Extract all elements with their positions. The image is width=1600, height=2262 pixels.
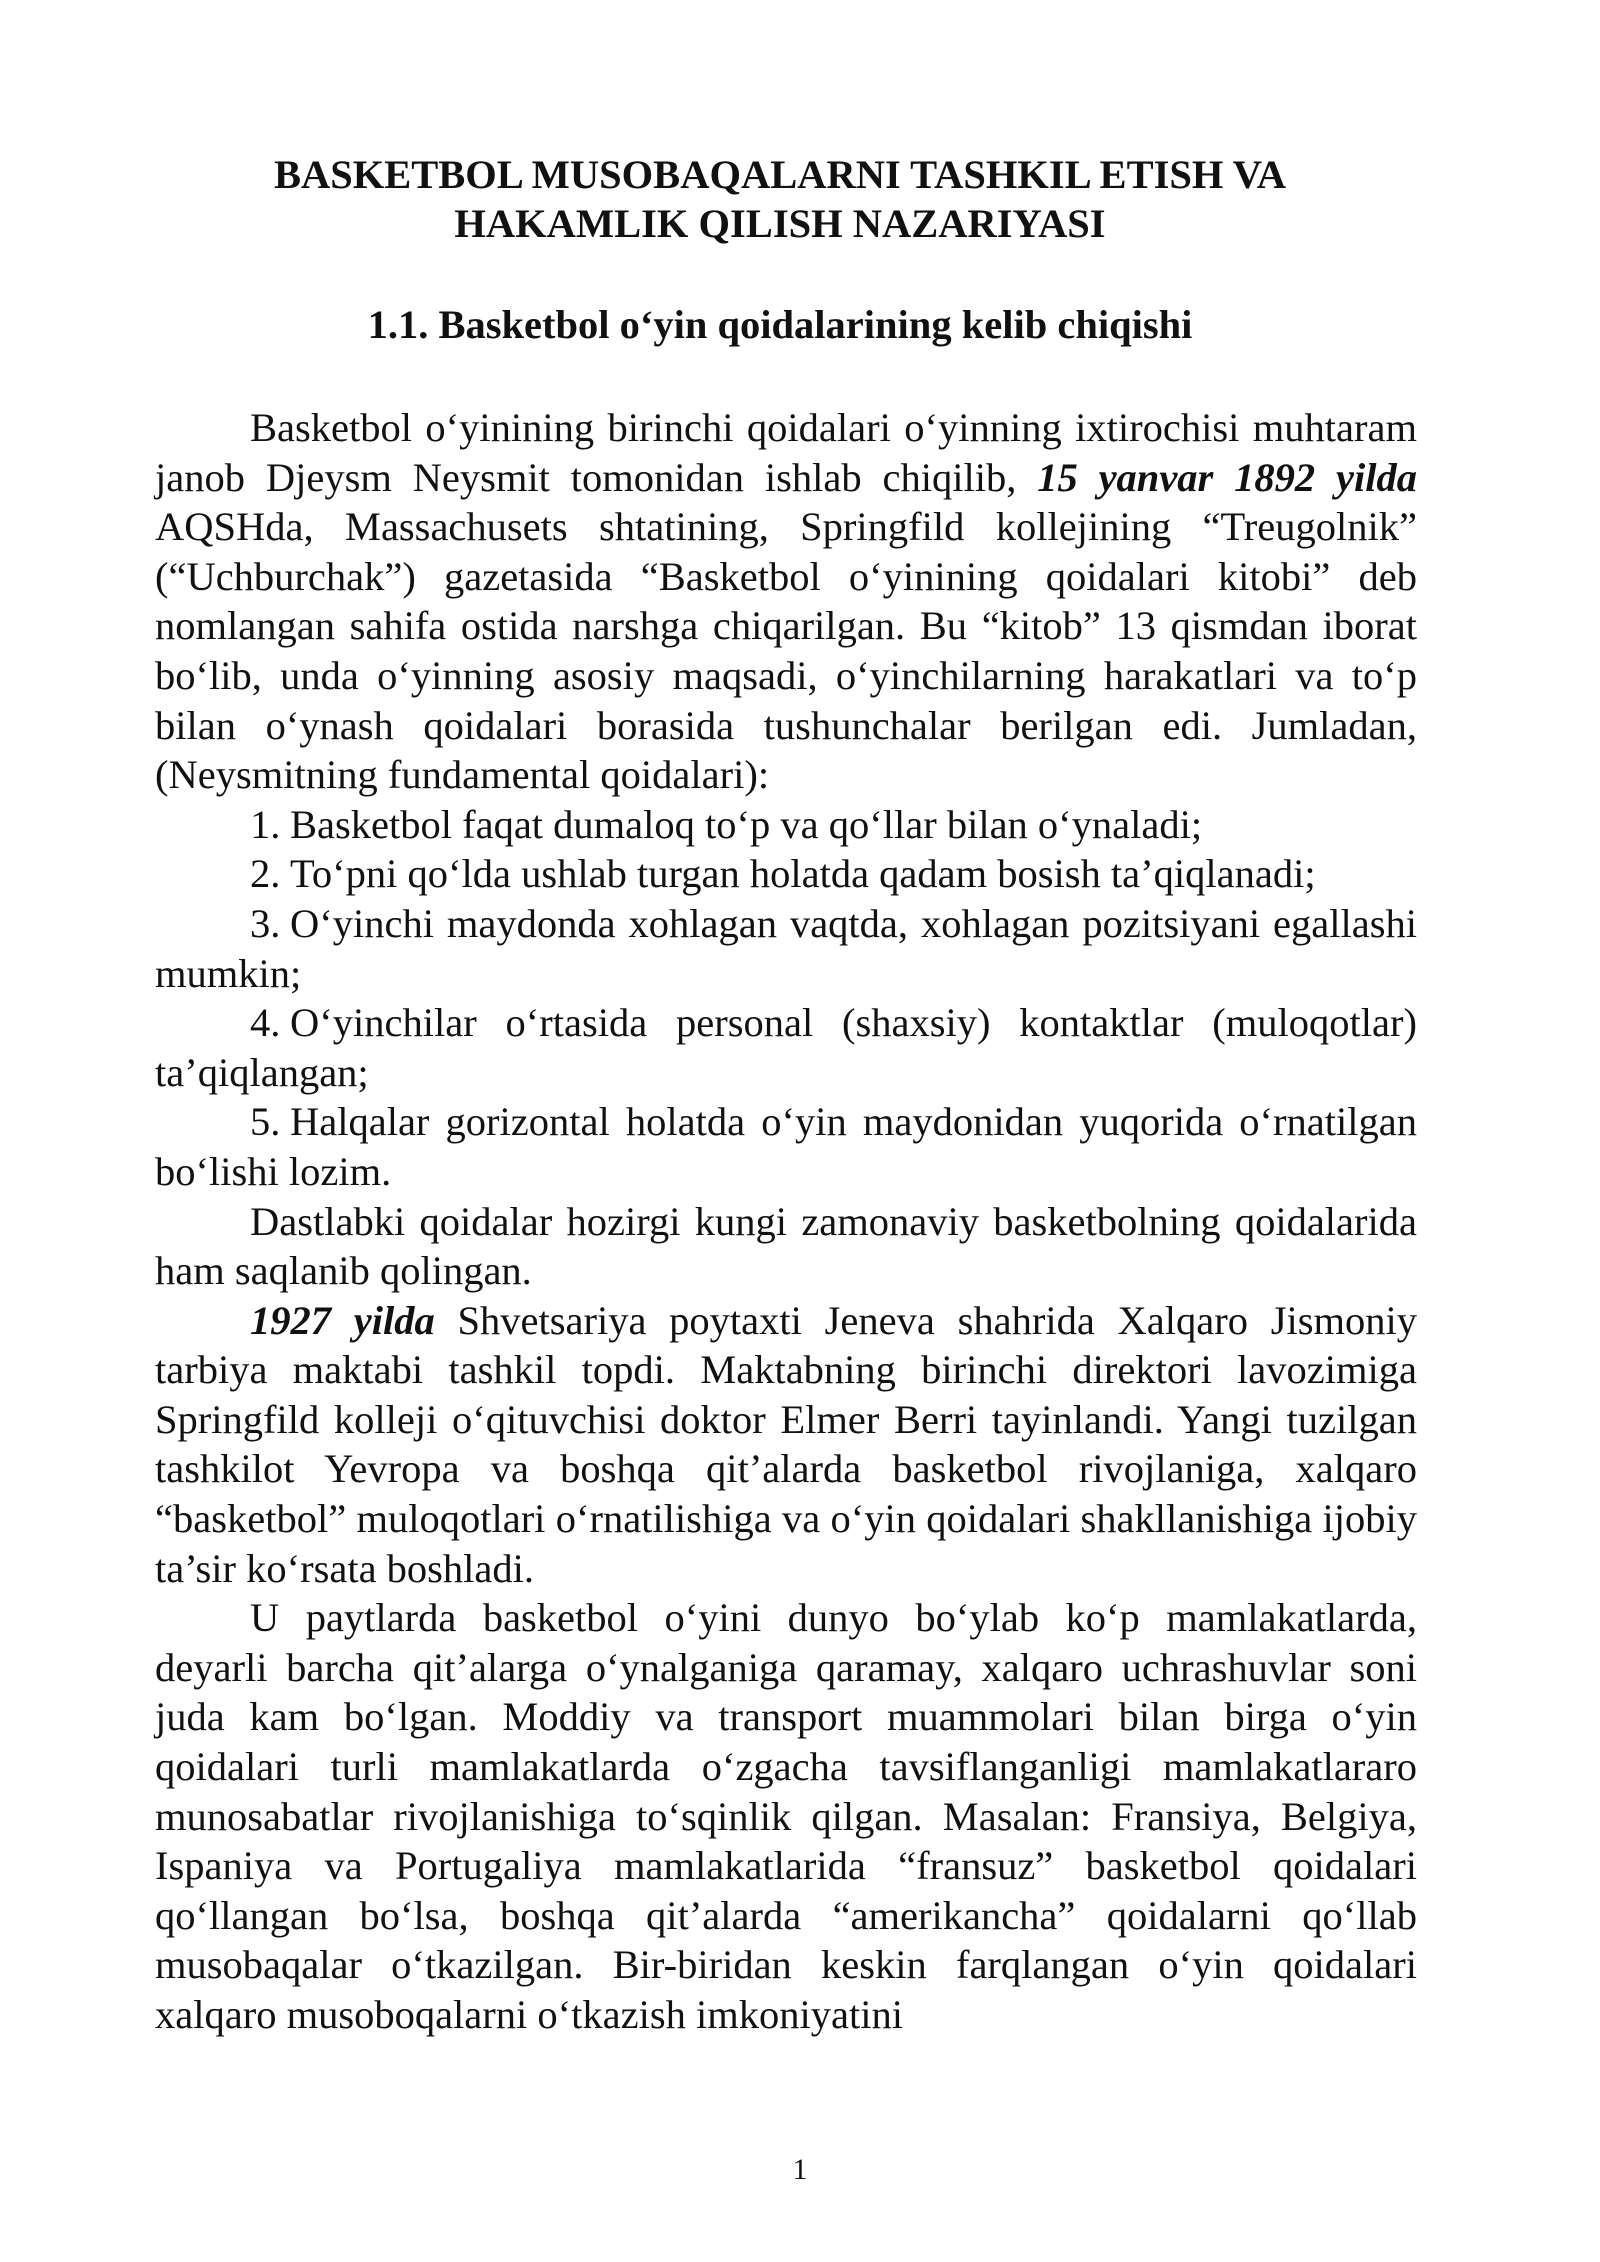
page-number: 1 (792, 2153, 808, 2186)
paragraph-1-date: 15 yanvar 1892 yilda (1037, 454, 1417, 500)
rule-number: 3. (250, 900, 281, 946)
paragraph-2: Dastlabki qoidalar hozirgi kungi zamonaviy basketbolning qoidalarida ham saqlanib qolingan. (155, 1198, 1417, 1294)
rule-item (155, 800, 1417, 850)
rule-item (155, 1097, 1417, 1196)
rule-text: O‘yinchilar o‘rtasida personal (shaxsiy) kontaktlar (muloqotlar) ta’qiqlangan; (155, 1000, 1417, 1095)
document-title (150, 150, 1410, 248)
rule-number: 2. (250, 851, 281, 897)
paragraph-4: U paytlarda basketbol o‘yini dunyo bo‘ylab ko‘p mamlakatlarda, deyarli barcha qit’alarga o‘ynalganiga qaramay, xalqaro uchrashuvlar soni juda kam bo‘lgan. Moddiy va transport muammolari bilan birga o‘yin qoidalari turli mamlakatlarda o‘zgacha tavsiflanganligi mamlakatlararo munosabatlar rivojlanishiga to‘sqinlik qilgan. Masalan: Fransiya, Belgiya, Ispaniya va Portugaliya mamlakatlarida “fransuz” basketbol qoidalari qo‘llangan bo‘lsa, boshqa qit’alarda “amerikancha” qoidalarni qo‘llab musobaqalar o‘tkazilgan. Bir-biridan keskin farqlangan o‘yin qoidalari xalqaro musoboqalarni o‘tkazish imkoniyatini (155, 1595, 1417, 2037)
rule-number: 1. (250, 801, 281, 847)
section-heading: 1.1. Basketbol o‘yin qoidalarining kelib chiqishi (367, 302, 1193, 347)
title-line-1: BASKETBOL MUSOBAQALARNI TASHKIL ETISH VA (273, 152, 1287, 197)
rule-item (155, 899, 1417, 998)
paragraph-3-date: 1927 yilda (250, 1297, 435, 1343)
paragraph-1-text-a: Basketbol o‘yinining birinchi qoidalari o‘yinning ixtirochisi muhtaram janob Djeysm Neysmit tomonidan ishlab chiqilib, (155, 405, 1417, 500)
rule-item (155, 998, 1417, 1097)
rule-text: O‘yinchi maydonda xohlagan vaqtda, xohlagan pozitsiyani egallashi mumkin; (155, 900, 1417, 996)
paragraph-3-text: Shvetsariya poytaxti Jeneva shahrida Xalqaro Jismoniy tarbiya maktabi tashkil topdi. Maktabning birinchi direktori lavozimiga Springfild kolleji o‘qituvchisi doktor Elmer Berri tayinlandi. Yangi tuzilgan tashkilot Yevropa va boshqa qit’alarda basketbol rivojlaniga, xalqaro “basketbol” muloqotlari o‘rnatilishiga va o‘yin qoidalari shakllanishiga ijobiy ta’sir ko‘rsata boshladi. (155, 1297, 1418, 1591)
document-body (155, 403, 1417, 2040)
paragraph-3 (155, 1296, 1417, 1594)
rule-text: To‘pni qo‘lda ushlab turgan holatda qadam bosish ta’qiqlanadi; (290, 851, 1316, 897)
rule-text: Basketbol faqat dumaloq to‘p va qo‘llar bilan o‘ynaladi; (290, 801, 1203, 847)
rule-number: 5. (250, 1099, 281, 1145)
rule-number: 4. (250, 1000, 281, 1046)
rule-item (155, 849, 1417, 899)
rule-text: Halqalar gorizontal holatda o‘yin maydonidan yuqorida o‘rnatilgan bo‘lishi lozim. (155, 1099, 1417, 1194)
paragraph-1 (155, 403, 1417, 800)
paragraph-1-text-b: AQSHda, Massachusets shtatining, Springfild kollejining “Treugolnik” (“Uchburchak”) gazetasida “Basketbol o‘yinining qoidalari kitobi” deb nomlangan sahifa ostida narshga chiqarilgan. Bu “kitob” 13 qismdan iborat bo‘lib, unda o‘yinning asosiy maqsadi, o‘yinchilarning harakatlari va to‘p bilan o‘ynash qoidalari borasida tushunchalar berilgan edi. Jumladan, (Neysmitning fundamental qoidalari): (155, 504, 1417, 798)
title-line-2: HAKAMLIK QILISH NAZARIYASI (454, 201, 1106, 246)
